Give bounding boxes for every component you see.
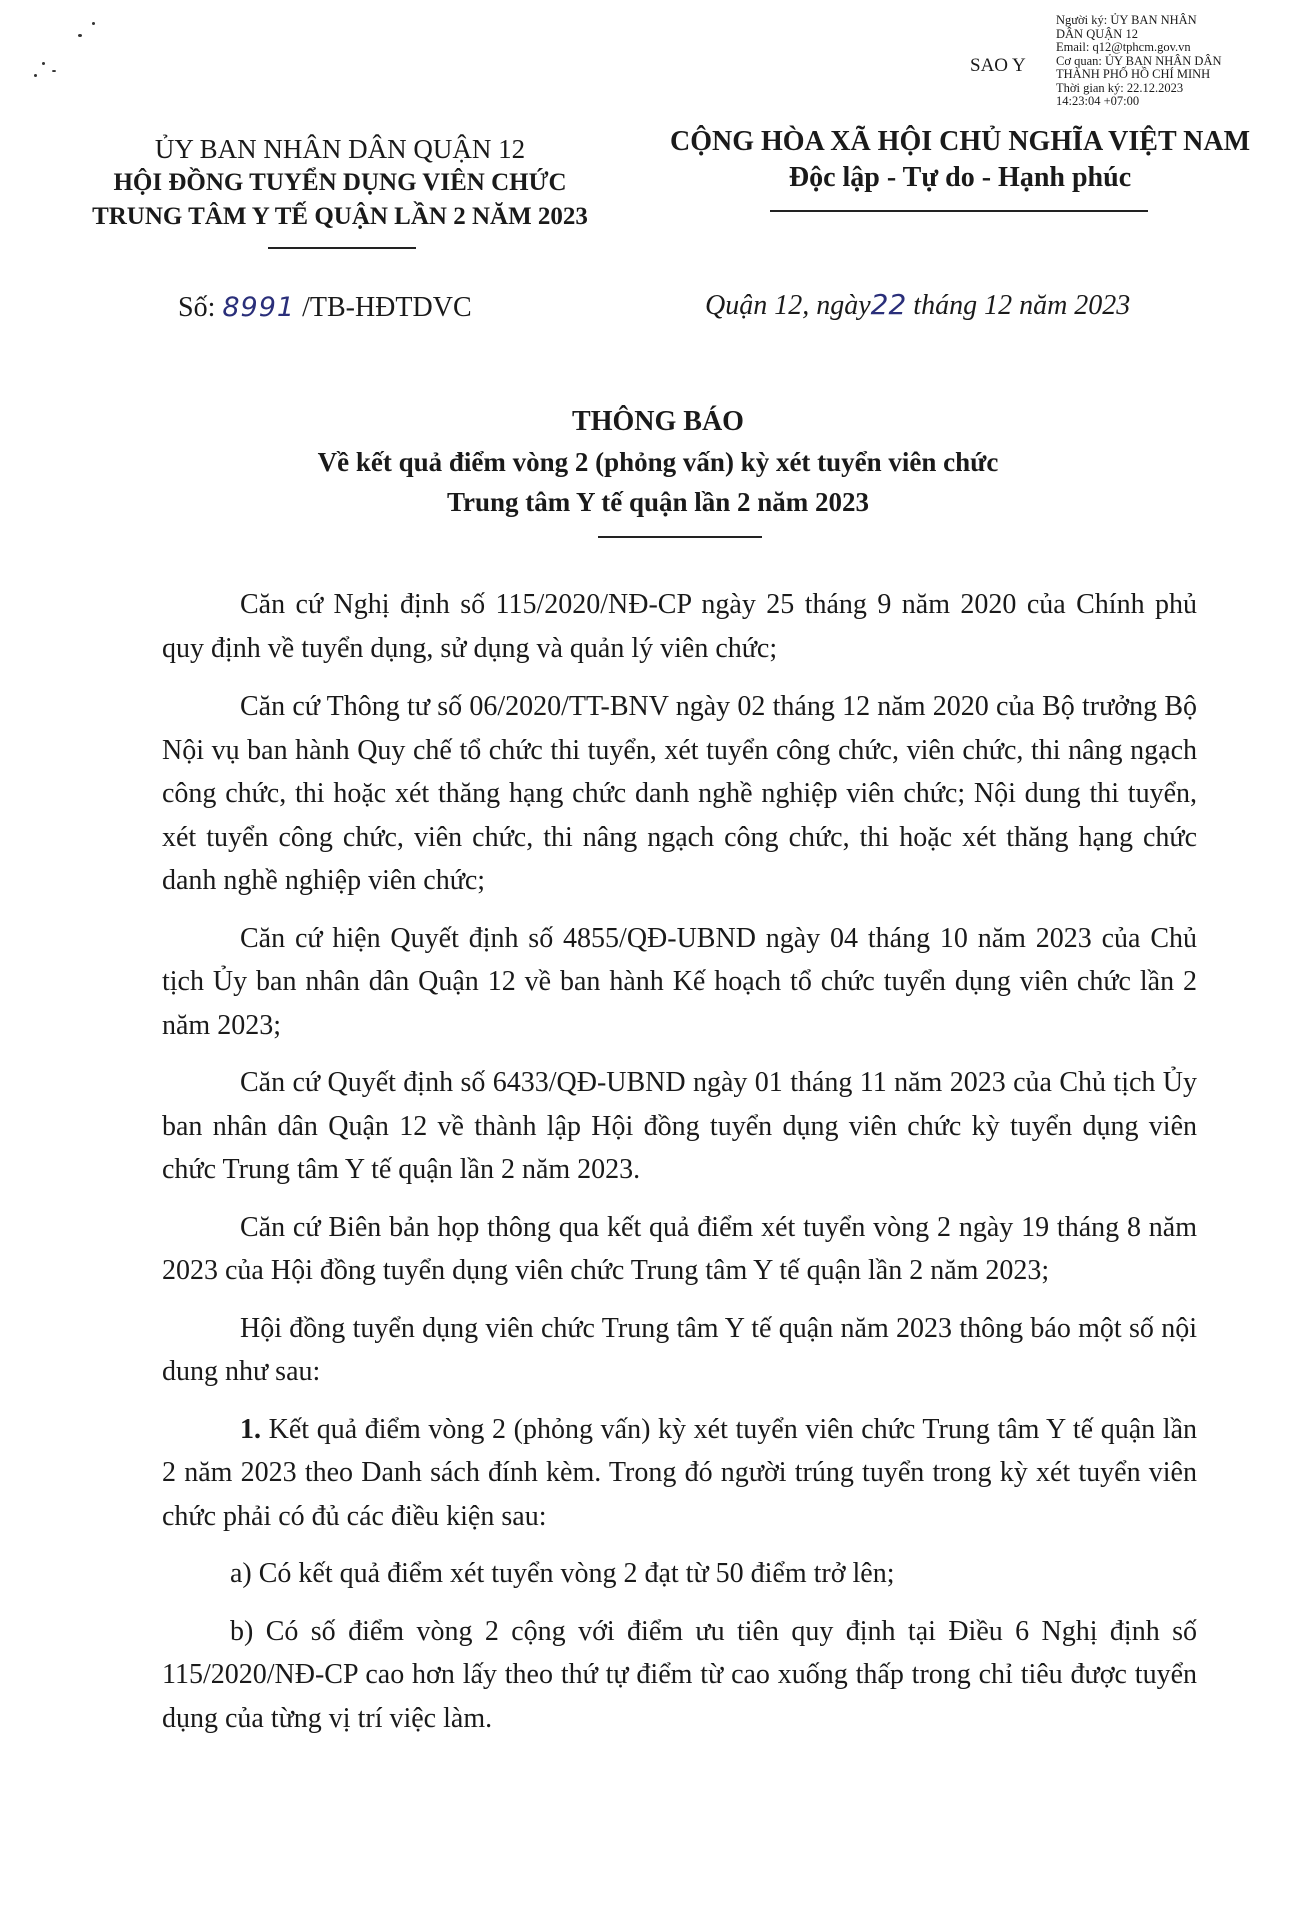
body-paragraph: Hội đồng tuyển dụng viên chức Trung tâm Y tế quận năm 2023 thông báo một số nội dung như sau: (162, 1312, 1197, 1387)
signature-line: THÀNH PHỐ HỒ CHÍ MINH (1056, 67, 1211, 81)
item-number: 1. (240, 1413, 261, 1445)
scan-speck (78, 34, 82, 37)
body-paragraph (162, 1408, 1197, 1539)
authority-line-2: HỘI ĐỒNG TUYỂN DỤNG VIÊN CHỨC (113, 169, 567, 196)
document-date (705, 288, 1130, 322)
scan-speck (34, 74, 37, 77)
signature-line: Người ký: ỦY BAN NHÂN (1056, 13, 1197, 27)
document-number-handwritten: 8991 (222, 292, 296, 323)
signature-line: Thời gian ký: 22.12.2023 (1056, 80, 1184, 95)
document-number (178, 292, 472, 324)
body-paragraph: a) Có kết quả điểm xét tuyển vòng 2 đạt từ 50 điểm trở lên; (230, 1558, 895, 1589)
date-suffix: tháng 12 năm 2023 (913, 290, 1131, 321)
national-motto (640, 124, 1280, 196)
document-number-suffix: /TB-HĐTDVC (302, 292, 472, 323)
body-paragraph: Căn cứ Quyết định số 6433/QĐ-UBND ngày 01 tháng 11 năm 2023 của Chủ tịch Ủy ban nhân dân Quận 12 về thành lập Hội đồng tuyển dụng viên chức kỳ tuyển dụng viên chức Trung tâm Y tế quận lần 2 năm 2023. (162, 1067, 1197, 1185)
motto-underline (770, 210, 1148, 212)
document-number-prefix: Số: (178, 292, 216, 323)
sao-y-label: SAO Y (970, 55, 1026, 76)
body-paragraph: Căn cứ Biên bản họp thông qua kết quả điểm xét tuyển vòng 2 ngày 19 tháng 8 năm 2023 của Hội đồng tuyển dụng viên chức Trung tâm Y tế quận lần 2 năm 2023; (162, 1211, 1197, 1286)
signature-line: DÂN QUẬN 12 (1056, 26, 1138, 41)
authority-line-3: TRUNG TÂM Y TẾ QUẬN LẦN 2 NĂM 2023 (92, 203, 588, 230)
scan-speck (42, 62, 45, 65)
body-paragraph: Căn cứ Thông tư số 06/2020/TT-BNV ngày 02 tháng 12 năm 2020 của Bộ trưởng Bộ Nội vụ ban hành Quy chế tổ chức thi tuyển, xét tuyển công chức, viên chức, thi nâng ngạch công chức, thi hoặc xét thăng hạng chức danh nghề nghiệp viên chức; Nội dung thi tuyển, xét tuyển công chức, viên chức, thi nâng ngạch công chức, thi hoặc xét thăng hạng chức danh nghề nghiệp viên chức; (162, 691, 1197, 896)
signature-line: Cơ quan: ỦY BAN NHÂN DÂN (1056, 53, 1222, 68)
signature-line: Email: q12@tphcm.gov.vn (1056, 40, 1191, 54)
motto: Độc lập - Tự do - Hạnh phúc (788, 162, 1132, 193)
scan-speck (52, 70, 56, 72)
body-paragraph: Căn cứ Nghị định số 115/2020/NĐ-CP ngày 25 tháng 9 năm 2020 của Chính phủ quy định về tuyển dụng, sử dụng và quản lý viên chức; (162, 589, 1197, 664)
title-line-3: Trung tâm Y tế quận lần 2 năm 2023 (446, 487, 870, 517)
date-prefix: Quận 12, ngày (705, 290, 871, 321)
country-name: CỘNG HÒA XÃ HỘI CHỦ NGHĨA VIỆT NAM (669, 126, 1251, 157)
authority-underline (268, 247, 416, 249)
signature-line: 14:23:04 +07:00 (1056, 94, 1140, 108)
body-paragraph: Căn cứ hiện Quyết định số 4855/QĐ-UBND ngày 04 tháng 10 năm 2023 của Chủ tịch Ủy ban nhân dân Quận 12 về ban hành Kế hoạch tổ chức tuyển dụng viên chức lần 2 năm 2023; (162, 922, 1197, 1041)
title-line-2: Về kết quả điểm vòng 2 (phỏng vấn) kỳ xét tuyển viên chức (317, 447, 999, 477)
scan-speck (92, 22, 95, 25)
body-paragraph: b) Có số điểm vòng 2 cộng với điểm ưu tiên quy định tại Điều 6 Nghị định số 115/2020/NĐ-CP cao hơn lấy theo thứ tự điểm từ cao xuống thấp trong chỉ tiêu được tuyển dụng của từng vị trí việc làm. (162, 1615, 1197, 1734)
date-day-handwritten: 22 (870, 288, 907, 321)
digital-signature-block (1056, 14, 1306, 109)
title-line-1: THÔNG BÁO (572, 406, 744, 437)
issuing-authority (60, 132, 620, 234)
document-body (162, 583, 1197, 1740)
item-text: Kết quả điểm vòng 2 (phỏng vấn) kỳ xét tuyển viên chức Trung tâm Y tế quận lần 2 năm 2023 theo Danh sách đính kèm. Trong đó người trúng tuyển trong kỳ xét tuyển viên chức phải có đủ các điều kiện sau: (162, 1413, 1197, 1532)
document-title (0, 402, 1316, 522)
authority-line-1: ỦY BAN NHÂN DÂN QUẬN 12 (154, 134, 526, 164)
title-underline (598, 536, 762, 538)
